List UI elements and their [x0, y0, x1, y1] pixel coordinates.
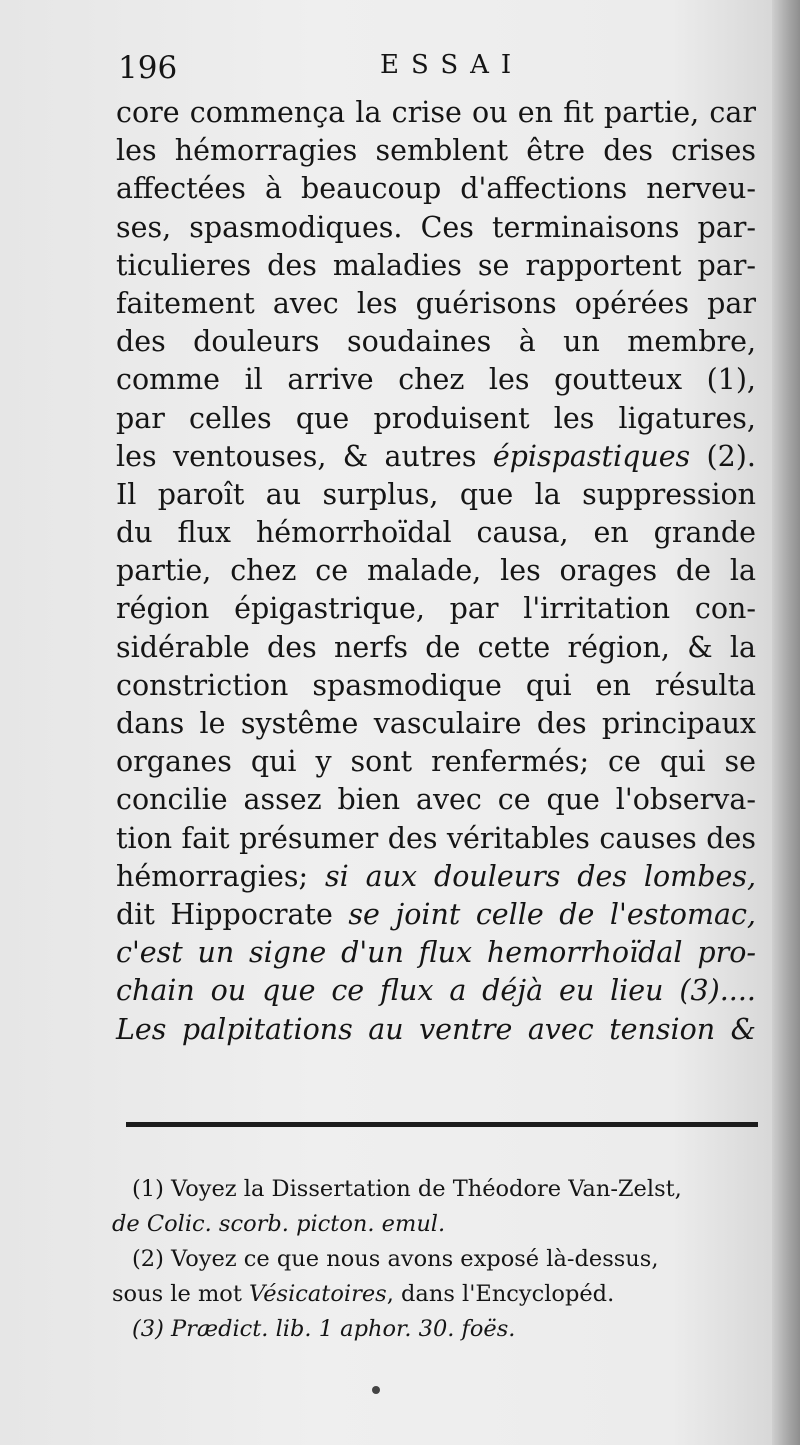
footnote-rule	[126, 1122, 758, 1127]
text-line: région épigastrique, par l'irritation con-	[116, 592, 756, 626]
text-line: constriction spasmodique qui en résulta	[116, 668, 756, 702]
text-line: Les palpitations au ventre avec tension &	[116, 1012, 756, 1046]
body-text	[116, 94, 756, 1049]
text-line	[116, 858, 756, 896]
text-segment: les ventouses, & autres	[116, 439, 493, 473]
ink-speck	[372, 1386, 380, 1394]
italic-segment: si aux douleurs des lombes,	[325, 859, 756, 893]
text-line: partie, chez ce malade, les orages de la	[116, 554, 756, 588]
text-line: des douleurs soudaines à un membre,	[116, 325, 756, 359]
text-segment: dit Hippocrate	[116, 897, 349, 931]
text-line: affectées à beaucoup d'affections nerveu-	[116, 172, 756, 206]
page-header	[118, 50, 758, 90]
footnote-1: (1) Voyez la Dissertation de Théodore Van-Zelst,	[132, 1176, 682, 1202]
footnote-2-italic: Vésicatoires	[249, 1281, 387, 1307]
text-line	[116, 438, 756, 476]
italic-segment: épispastiques	[492, 439, 691, 473]
text-line: les hémorragies semblent être des crises	[116, 134, 756, 168]
text-line: faitement avec les guérisons opérées par	[116, 286, 756, 320]
text-segment: hémorragies;	[116, 859, 326, 893]
text-line: c'est un signe d'un flux hemorrhoïdal pro-	[116, 936, 756, 970]
text-line: organes qui y sont renfermés; ce qui se	[116, 745, 756, 779]
text-line: du flux hémorrhoïdal causa, en grande	[116, 516, 756, 550]
text-line	[116, 896, 756, 934]
text-line: core commença la crise ou en fit partie, car	[116, 96, 756, 129]
text-segment: (2).	[690, 439, 756, 473]
text-line: sidérable des nerfs de cette région, & la	[116, 630, 756, 664]
footnote-2-text-c: , dans l'Encyclopéd.	[386, 1281, 615, 1307]
text-line: par celles que produisent les ligatures,	[116, 401, 756, 435]
text-line: tion fait présumer des véritables causes des	[116, 821, 756, 855]
text-line: ses, spasmodiques. Ces terminaisons par-	[116, 210, 756, 244]
footnote-3: (3) Prædict. lib. 1 aphor. 30. foës.	[132, 1316, 516, 1342]
text-line: dans le systême vasculaire des principaux	[116, 707, 756, 740]
footnote-2-continued	[112, 1277, 762, 1312]
footnotes	[112, 1172, 762, 1347]
footnote-2-text-a: sous le mot	[112, 1281, 250, 1307]
text-line: ticulieres des maladies se rapportent par-	[116, 248, 756, 282]
text-line: concilie assez bien avec ce que l'observa-	[116, 783, 756, 817]
text-line: chain ou que ce flux a déjà eu lieu (3)....	[116, 974, 756, 1008]
text-line: comme il arrive chez les goutteux (1),	[116, 363, 756, 397]
running-title: ESSAI	[380, 50, 524, 80]
text-line: Il paroît au surplus, que la suppression	[116, 477, 756, 511]
page-number: 196	[118, 50, 178, 86]
footnote-2: (2) Voyez ce que nous avons exposé là-dessus,	[132, 1246, 659, 1272]
page-edge	[772, 0, 800, 1445]
footnote-1-continued: de Colic. scorb. picton. emul.	[112, 1211, 446, 1237]
italic-segment: se joint celle de l'estomac,	[348, 897, 756, 931]
